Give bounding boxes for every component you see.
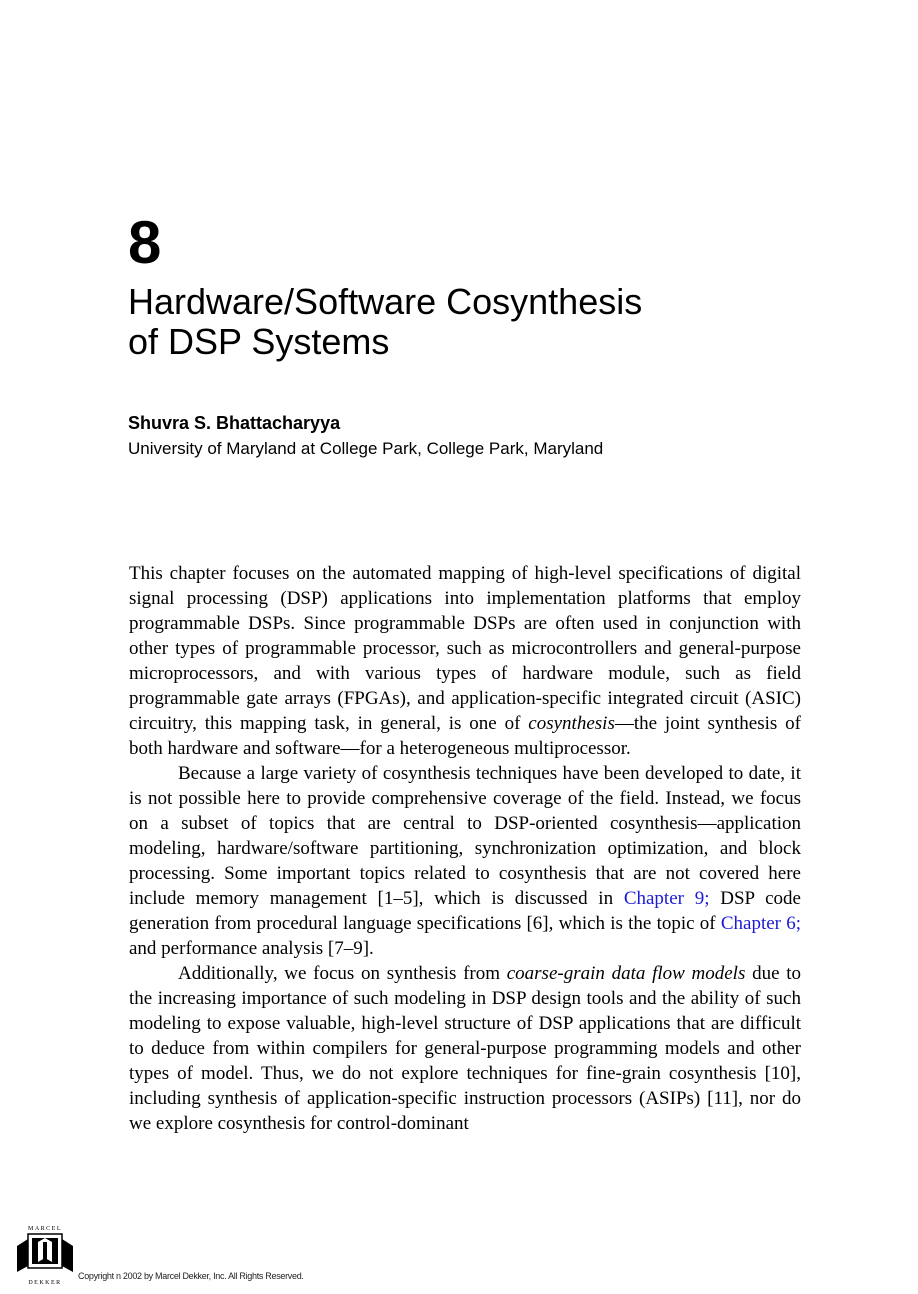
paragraph-3-text-a: Additionally, we focus on synthesis from [178,963,507,984]
paragraph-3 [129,961,801,1136]
paragraph-1-emphasis: cosynthesis [528,713,615,734]
body-text [129,561,801,1136]
paragraph-3-text-b: due to the increasing importance of such modeling in DSP design tools and the ability of such modeling to expose valuable, high-level structure of DSP applications that are difficult to deduce from within compilers for general-purpose programming models and other types of model. Thus, we do not explore techniques for fine-grain cosynthesis [10], including synthesis of application-specific instruction processors (ASIPs) [11], nor do we explore cosynthesis for control-dominant [129,963,801,1134]
logo-top-text: MARCEL [27,1226,63,1232]
chapter-9-link[interactable]: Chapter 9; [623,888,710,909]
chapter-6-link[interactable]: Chapter 6; [720,913,801,934]
paragraph-2-text-a: Because a large variety of cosynthesis techniques have been developed to date, it is not possible here to provide comprehensive coverage of the field. Instead, we focus on a subset of topics that are central to DSP-oriented cosynthesis—application modeling, hardware/software partitioning, synchronization optimization, and block processing. Some important topics related to cosynthesis that are not covered here include memory management [1–5], which is discussed in [129,763,801,909]
paragraph-1 [129,561,801,761]
paragraph-2-text-b: DSP code generation from procedural language specifications [6], which is the topic of [129,888,801,934]
paragraph-2-text-c: and performance analysis [7–9]. [129,938,374,959]
paragraph-3-emphasis: coarse-grain data flow models [506,963,746,984]
chapter-title-line-2: of DSP Systems [128,321,390,362]
chapter-title [128,282,788,362]
author-affiliation: University of Maryland at College Park, College Park, Maryland [128,439,604,458]
paragraph-1-text-b: —the joint synthesis of both hardware and software—for a heterogeneous multiprocessor. [129,713,801,759]
copyright-notice: Copyright n 2002 by Marcel Dekker, Inc. All Rights Reserved. [78,1271,304,1281]
author-name: Shuvra S. Bhattacharyya [128,413,341,433]
page-footer [14,1224,414,1288]
marcel-dekker-logo-icon [14,1224,76,1286]
paragraph-2 [129,761,801,961]
chapter-number: 8 [128,209,162,276]
paragraph-1-text-a: This chapter focuses on the automated mapping of high-level specifications of digital signal processing (DSP) applications into implementation platforms that employ programmable DSPs. Since programmable DSPs are often used in conjunction with other types of programmable processor, such as microcontrollers and general-purpose microprocessors, and with various types of hardware module, such as field programmable gate arrays (FPGAs), and application-specific integrated circuit (ASIC) circuitry, this mapping task, in general, is one of [129,563,801,734]
logo-bottom-text: DEKKER [28,1280,62,1286]
chapter-title-line-1: Hardware/Software Cosynthesis [128,281,643,322]
